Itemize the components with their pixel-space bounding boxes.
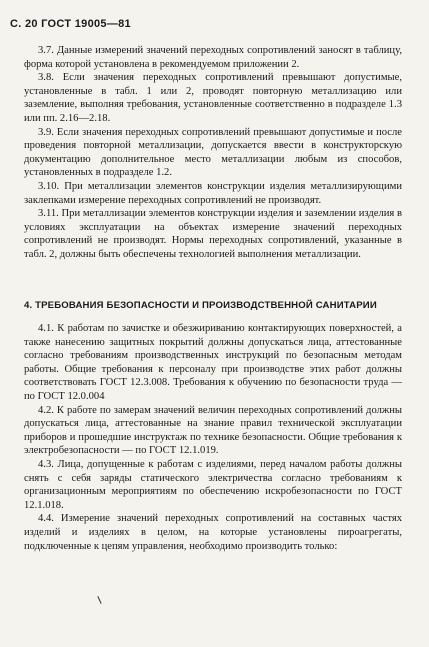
paragraph-3-8: 3.8. Если значения переходных сопротивлений превышают допустимые, установленные в табл. 1 или 2, проводят повторную металлизацию или заземление, выполняя требования, установленные соответственно в подразделе 1.3 или пп. 2.16—2.18. bbox=[24, 72, 402, 124]
stray-ink-mark bbox=[97, 596, 101, 604]
paragraph-3-7: 3.7. Данные измерений значений переходных сопротивлений заносят в таблицу, форма которой установлена в рекомендуемом приложении 2. bbox=[24, 45, 402, 70]
paragraph-4-2: 4.2. К работе по замерам значений величин переходных сопротивлений должны допускаться лица, аттестованные на знание правил технической эксплуатации приборов и прошедшие инструктаж по технике безопасности. Общие требования к электробезопасности — по ГОСТ 12.1.019. bbox=[24, 404, 402, 457]
paragraph-4-3: 4.3. Лица, допущенные к работам с изделиями, перед началом работы должны снять с себя заряды статического электричества согласно требованиям к организационным мероприятиям по обеспечению искробезопасности по ГОСТ 12.1.018. bbox=[24, 458, 402, 511]
section-3-text bbox=[24, 44, 402, 262]
paragraph-4-1: 4.1. К работам по зачистке и обезжириванию контактирующих поверхностей, а также нанесению защитных покрытий должны допускаться лица, аттестованные согласно требованиям производственных инструкций по безопасным методам работы. Общие требования к персоналу при производстве этих работ должны соответствовать ГОСТ 12.3.008. Требования к обучению по безопасности труда — по ГОСТ 12.0.004 bbox=[24, 323, 402, 402]
paragraph-3-11: 3.11. При металлизации элементов конструкции изделия и заземлении изделия в условиях эксплуатации на объектах измерение значений переходных сопротивлений не производят. Нормы переходных сопротивлений, указанные в табл. 2, должны быть обеспечены технологией выполнения металлизации. bbox=[24, 208, 402, 260]
paragraph-3-9: 3.9. Если значения переходных сопротивлений превышают допустимые и после проведения повторной металлизации, допускается ввести в конструкторскую документацию дополнительное место металлизации любым из способов, установленных в подразделе 1.2. bbox=[24, 126, 402, 179]
page-header: С. 20 ГОСТ 19005—81 bbox=[10, 18, 131, 30]
paragraph-3-10: 3.10. При металлизации элементов конструкции изделия металлизирующими заклепками измерение переходных сопротивлений не производят. bbox=[24, 180, 402, 206]
section-4-text bbox=[24, 322, 402, 553]
paragraph-4-4: 4.4. Измерение значений переходных сопротивлений на составных частях изделий и изделиях в целом, на которые установлены пироагрегаты, подключенные к цепям управления, необходимо производить только: bbox=[24, 513, 402, 552]
section-4-heading: 4. ТРЕБОВАНИЯ БЕЗОПАСНОСТИ И ПРОИЗВОДСТВЕННОЙ САНИТАРИИ bbox=[24, 300, 377, 311]
